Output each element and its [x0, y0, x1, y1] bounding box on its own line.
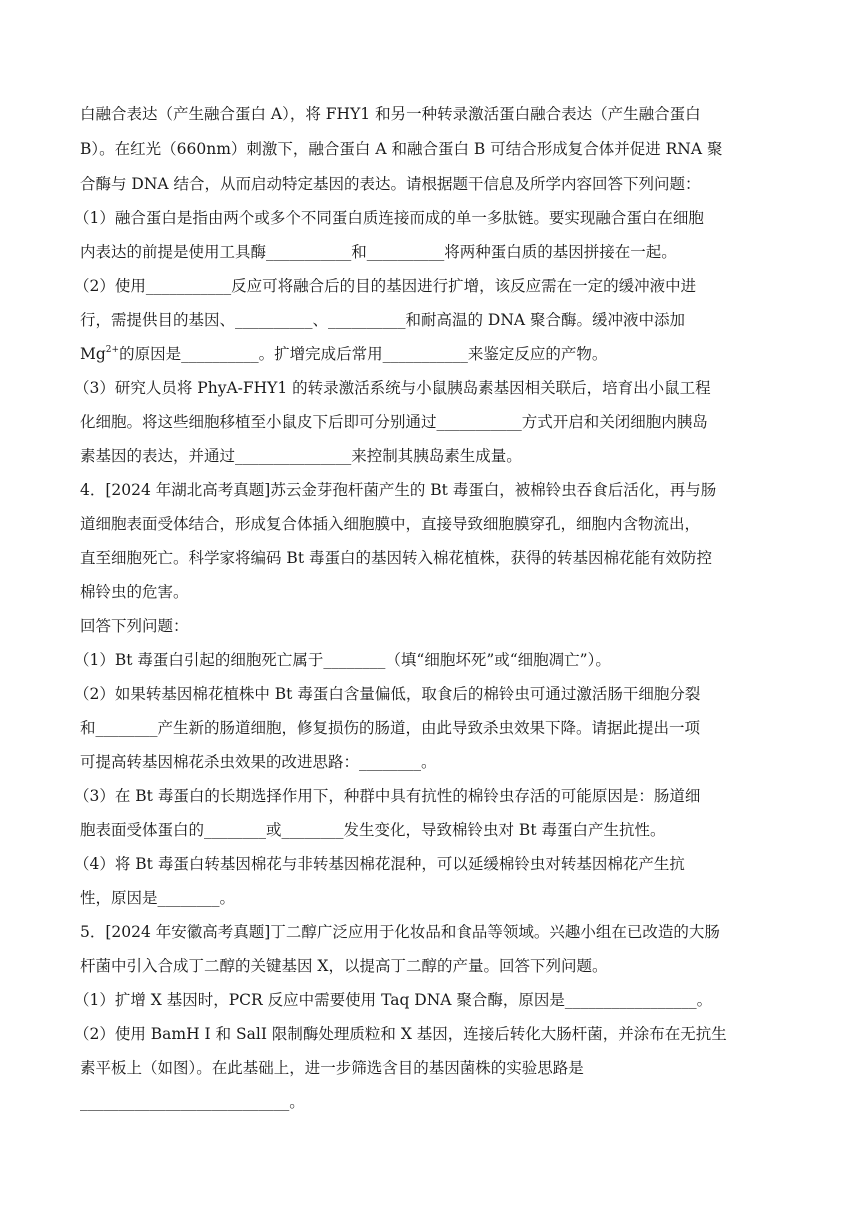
- line-text: 杆菌中引入合成丁二醇的关键基因 X，以提高丁二醇的产量。回答下列问题。: [80, 957, 608, 975]
- line-text: （3）研究人员将 PhyA-FHY1 的转录激活系统与小鼠胰岛素基因相关联后，培育出小鼠工程: [74, 379, 711, 397]
- line-text: 行，需提供目的基因、__________、__________和耐高温的 DNA 聚合酶。缓冲液中添加: [80, 311, 686, 329]
- text-line: [80, 616, 189, 636]
- text-line: [74, 786, 700, 806]
- text-line: [80, 344, 607, 364]
- line-text: （2）使用___________反应可将融合后的目的基因进行扩增，该反应需在一定的缓冲液中进: [74, 277, 697, 295]
- line-text: 性，原因是________。: [80, 889, 236, 907]
- text-line: [80, 480, 716, 500]
- text-line: [80, 888, 235, 908]
- text-line: [74, 378, 711, 398]
- text-line: [80, 104, 701, 124]
- text-line: [74, 854, 685, 874]
- text-line: [80, 1092, 305, 1112]
- line-text: （2）如果转基因棉花植株中 Bt 毒蛋白含量偏低，取食后的棉铃虫可通过激活肠干细胞分裂: [74, 685, 701, 703]
- line-text: 5．[2024 年安徽高考真题]丁二醇广泛应用于化妆品和食品等领域。兴趣小组在已改造的大肠: [80, 923, 720, 941]
- text-line: [80, 820, 665, 840]
- text-line: [74, 684, 700, 704]
- line-text: （4）将 Bt 毒蛋白转基因棉花与非转基因棉花混种，可以延缓棉铃虫对转基因棉花产生抗: [74, 855, 685, 873]
- line-text: 道细胞表面受体结合，形成复合体插入细胞膜中，直接导致细胞膜穿孔，细胞内含物流出，: [80, 515, 701, 533]
- text-line: [74, 650, 611, 670]
- text-line: [74, 276, 696, 296]
- text-line: [74, 990, 712, 1010]
- line-text: （1）融合蛋白是指由两个或多个不同蛋白质连接而成的单一多肽链。要实现融合蛋白在细胞: [74, 209, 704, 227]
- mg-symbol: Mg: [80, 345, 106, 363]
- text-line: [80, 718, 700, 738]
- line-text: 直至细胞死亡。科学家将编码 Bt 毒蛋白的基因转入棉花植株，获得的转基因棉花能有效防控: [80, 549, 712, 567]
- text-line: [74, 208, 704, 228]
- text-line: [80, 1058, 584, 1078]
- line-remainder: 的原因是__________。扩增完成后常用___________来鉴定反应的产物。: [119, 345, 608, 363]
- text-line: [80, 242, 677, 262]
- line-text: （2）使用 BamH I 和 SalI 限制酶处理质粒和 X 基因，连接后转化大肠杆菌，并涂布在无抗生: [74, 1025, 727, 1043]
- line-text: 素基因的表达，并通过_______________来控制其胰岛素生成量。: [80, 447, 522, 465]
- charge-superscript: 2+: [105, 344, 120, 355]
- text-line: [80, 922, 720, 942]
- text-line: [80, 752, 437, 772]
- line-text: 4．[2024 年湖北高考真题]苏云金芽孢杆菌产生的 Bt 毒蛋白，被棉铃虫吞食后活化，再与肠: [80, 481, 717, 499]
- line-text: （1）Bt 毒蛋白引起的细胞死亡属于________（填“细胞坏死”或“细胞凋亡”）。: [74, 651, 611, 669]
- line-text: 内表达的前提是使用工具酶___________和__________将两种蛋白质的基因拼接在一起。: [80, 243, 677, 261]
- line-text: 回答下列问题：: [80, 617, 189, 635]
- text-line: [80, 310, 685, 330]
- line-text: 化细胞。将这些细胞移植至小鼠皮下后即可分别通过___________方式开启和关闭细胞内胰岛: [80, 413, 708, 431]
- line-text: 素平板上（如图）。在此基础上，进一步筛选含目的基因菌株的实验思路是: [80, 1059, 584, 1077]
- line-text: ___________________________。: [80, 1093, 305, 1111]
- text-line: [80, 514, 700, 534]
- line-text: （3）在 Bt 毒蛋白的长期选择作用下，种群中具有抗性的棉铃虫存活的可能原因是：肠道细: [74, 787, 701, 805]
- line-text: 可提高转基因棉花杀虫效果的改进思路：________。: [80, 753, 437, 771]
- text-line: [80, 139, 722, 159]
- text-line: [80, 956, 607, 976]
- line-text: 白融合表达（产生融合蛋白 A），将 FHY1 和另一种转录激活蛋白融合表达（产生融合蛋白: [80, 105, 701, 123]
- text-line: [74, 1024, 727, 1044]
- line-text: B）。在红光（660nm）刺激下，融合蛋白 A 和融合蛋白 B 可结合形成复合体并促进 RNA 聚: [80, 140, 723, 158]
- line-text: 合酶与 DNA 结合，从而启动特定基因的表达。请根据题干信息及所学内容回答下列问题：: [80, 175, 701, 193]
- text-line: [80, 582, 189, 602]
- line-text: [80, 344, 607, 364]
- line-text: 棉铃虫的危害。: [80, 583, 189, 601]
- text-line: [80, 548, 712, 568]
- text-line: [80, 446, 522, 466]
- text-line: [80, 412, 708, 432]
- line-text: 胞表面受体蛋白的________或________发生变化，导致棉铃虫对 Bt 毒蛋白产生抗性。: [80, 821, 666, 839]
- line-text: 和________产生新的肠道细胞，修复损伤的肠道，由此导致杀虫效果下降。请据此提出一项: [80, 719, 701, 737]
- text-line: [80, 174, 701, 194]
- line-text: （1）扩增 X 基因时，PCR 反应中需要使用 Taq DNA 聚合酶，原因是_________________。: [74, 991, 713, 1009]
